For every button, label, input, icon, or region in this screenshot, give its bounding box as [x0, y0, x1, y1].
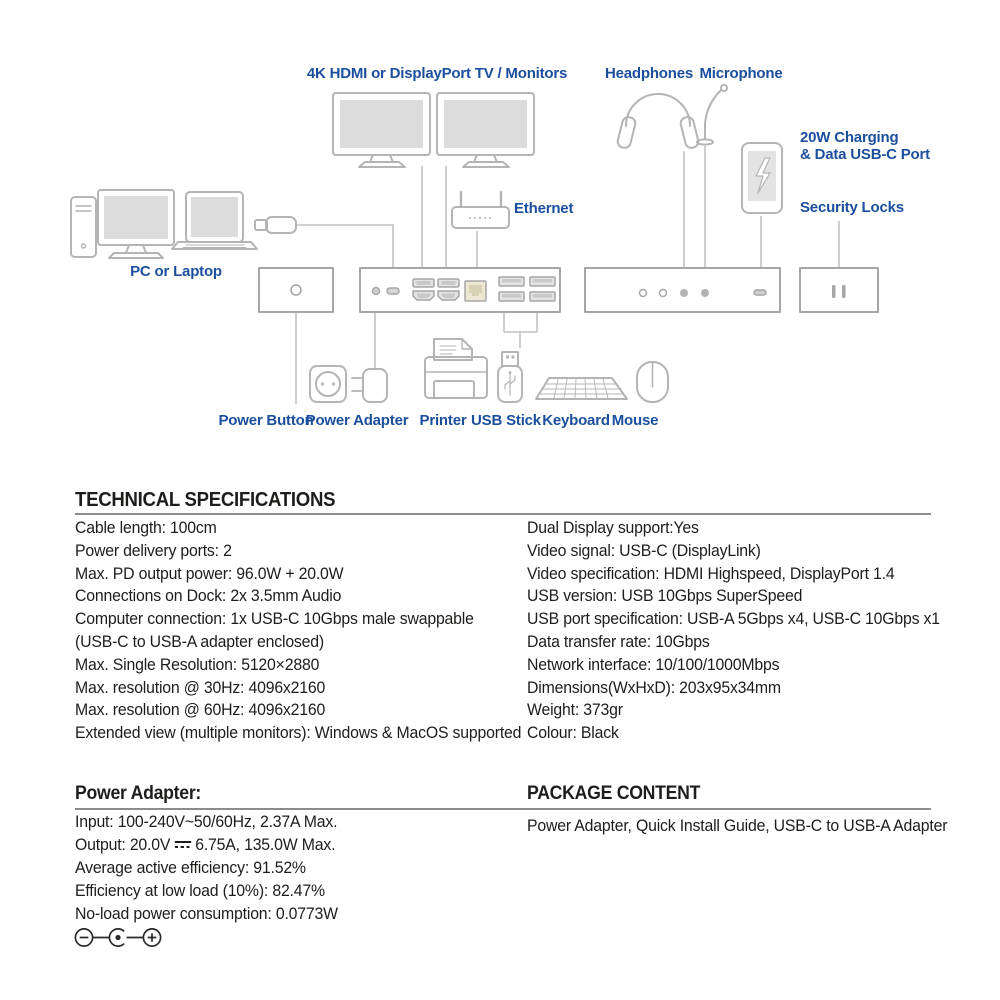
power-plug-icon — [352, 369, 387, 402]
spec-row: Computer connection: 1x USB-C 10Gbps male swappable — [75, 610, 474, 629]
dock-rear-panel — [360, 268, 560, 312]
spec-row: USB port specification: USB-A 5Gbps x4, USB-C 10Gbps x1 — [527, 610, 940, 629]
headphone-jack — [680, 289, 688, 297]
keyboard-icon — [536, 378, 627, 399]
spec-row: Weight: 373gr — [527, 701, 623, 720]
spec-row: Video signal: USB-C (DisplayLink) — [527, 541, 761, 560]
connection-diagram — [0, 0, 1000, 460]
mouse-label: Mouse — [611, 412, 659, 429]
charging-port-label-line1: 20W Charging — [800, 129, 899, 146]
lock-slot — [832, 285, 836, 298]
power-adapter-output — [75, 834, 536, 857]
spec-row: Extended view (multiple monitors): Windows & MacOS supported — [75, 724, 522, 743]
power-adapter-title: Power Adapter: — [75, 783, 202, 804]
headphones-label: Headphones — [604, 65, 694, 82]
power-adapter-input: Input: 100-240V~50/60Hz, 2.37A Max. — [75, 813, 338, 831]
spec-row: Network interface: 10/100/1000Mbps — [527, 655, 780, 674]
usb-c-port — [387, 288, 399, 294]
tech-specs-left-column — [75, 517, 536, 745]
router-icon — [452, 192, 509, 228]
tech-specs-divider — [75, 513, 931, 515]
spec-row: Colour: Black — [527, 724, 619, 743]
usb-stick-icon — [498, 352, 522, 402]
package-content-title: PACKAGE CONTENT — [527, 783, 701, 804]
power-button-panel — [259, 268, 333, 312]
tech-specs-right-column — [527, 517, 949, 745]
power-adapter-output-prefix: Output: 20.0V — [75, 836, 171, 854]
laptop-icon — [172, 192, 257, 249]
spec-row: Dual Display support:Yes — [527, 519, 699, 537]
dock-front-panel — [585, 268, 780, 312]
printer-icon — [425, 339, 487, 398]
tech-specs-title: TECHNICAL SPECIFICATIONS — [75, 489, 336, 511]
dc-symbol-icon — [175, 840, 191, 850]
spec-row: (USB-C to USB-A adapter enclosed) — [75, 632, 324, 651]
security-lock-panel — [800, 268, 878, 312]
keyboard-label: Keyboard — [542, 412, 610, 429]
headphones-icon — [616, 94, 699, 149]
monitors-label: 4K HDMI or DisplayPort TV / Monitors — [306, 65, 568, 82]
dc-power-port — [373, 288, 380, 295]
security-locks-label: Security Locks — [800, 199, 904, 216]
spec-row: Video specification: HDMI Highspeed, DisplayPort 1.4 — [527, 564, 895, 583]
usb-stick-label: USB Stick — [471, 412, 541, 429]
power-adapter-label: Power Adapter — [305, 412, 409, 429]
spec-row: Dimensions(WxHxD): 203x95x34mm — [527, 678, 781, 697]
mouse-icon — [637, 362, 668, 402]
usb-c-charging-port — [754, 290, 766, 295]
package-content-body: Power Adapter, Quick Install Guide, USB-C to USB-A Adapter — [527, 817, 948, 835]
power-adapter-no-load: No-load power consumption: 0.0773W — [75, 905, 338, 923]
power-adapter-low-load: Efficiency at low load (10%): 82.47% — [75, 882, 325, 900]
bottom-section-divider — [75, 808, 931, 810]
power-button-label: Power Button — [218, 412, 314, 429]
wall-outlet-icon — [310, 366, 346, 402]
polarity-icon — [72, 924, 172, 951]
spec-row: Power delivery ports: 2 — [75, 541, 232, 560]
charging-phone-icon — [742, 143, 782, 213]
microphone-jack — [701, 289, 709, 297]
power-adapter-efficiency: Average active efficiency: 91.52% — [75, 859, 306, 877]
desktop-pc-icon — [71, 190, 174, 258]
pc-or-laptop-label: PC or Laptop — [130, 263, 222, 280]
lock-slot — [842, 285, 846, 298]
ethernet-port — [465, 281, 486, 301]
printer-label: Printer — [419, 412, 467, 429]
charging-port-label — [800, 129, 930, 163]
power-adapter-output-suffix: 6.75A, 135.0W Max. — [195, 836, 336, 854]
spec-row: USB version: USB 10Gbps SuperSpeed — [527, 587, 803, 606]
charging-port-label-line2: & Data USB-C Port — [800, 146, 930, 163]
ethernet-label: Ethernet — [514, 200, 574, 217]
spec-row: Connections on Dock: 2x 3.5mm Audio — [75, 587, 342, 606]
usb-c-cable-icon — [255, 217, 296, 233]
spec-row: Cable length: 100cm — [75, 519, 217, 537]
monitor-icon — [333, 93, 430, 167]
spec-row: Max. resolution @ 60Hz: 4096x2160 — [75, 701, 326, 720]
microphone-icon — [697, 85, 727, 145]
spec-row: Data transfer rate: 10Gbps — [527, 632, 710, 651]
power-adapter-section — [75, 811, 536, 926]
monitor-icon — [437, 93, 534, 167]
spec-row: Max. PD output power: 96.0W + 20.0W — [75, 564, 344, 583]
spec-row: Max. resolution @ 30Hz: 4096x2160 — [75, 678, 326, 697]
microphone-label: Microphone — [699, 65, 783, 82]
spec-row: Max. Single Resolution: 5120×2880 — [75, 655, 320, 674]
